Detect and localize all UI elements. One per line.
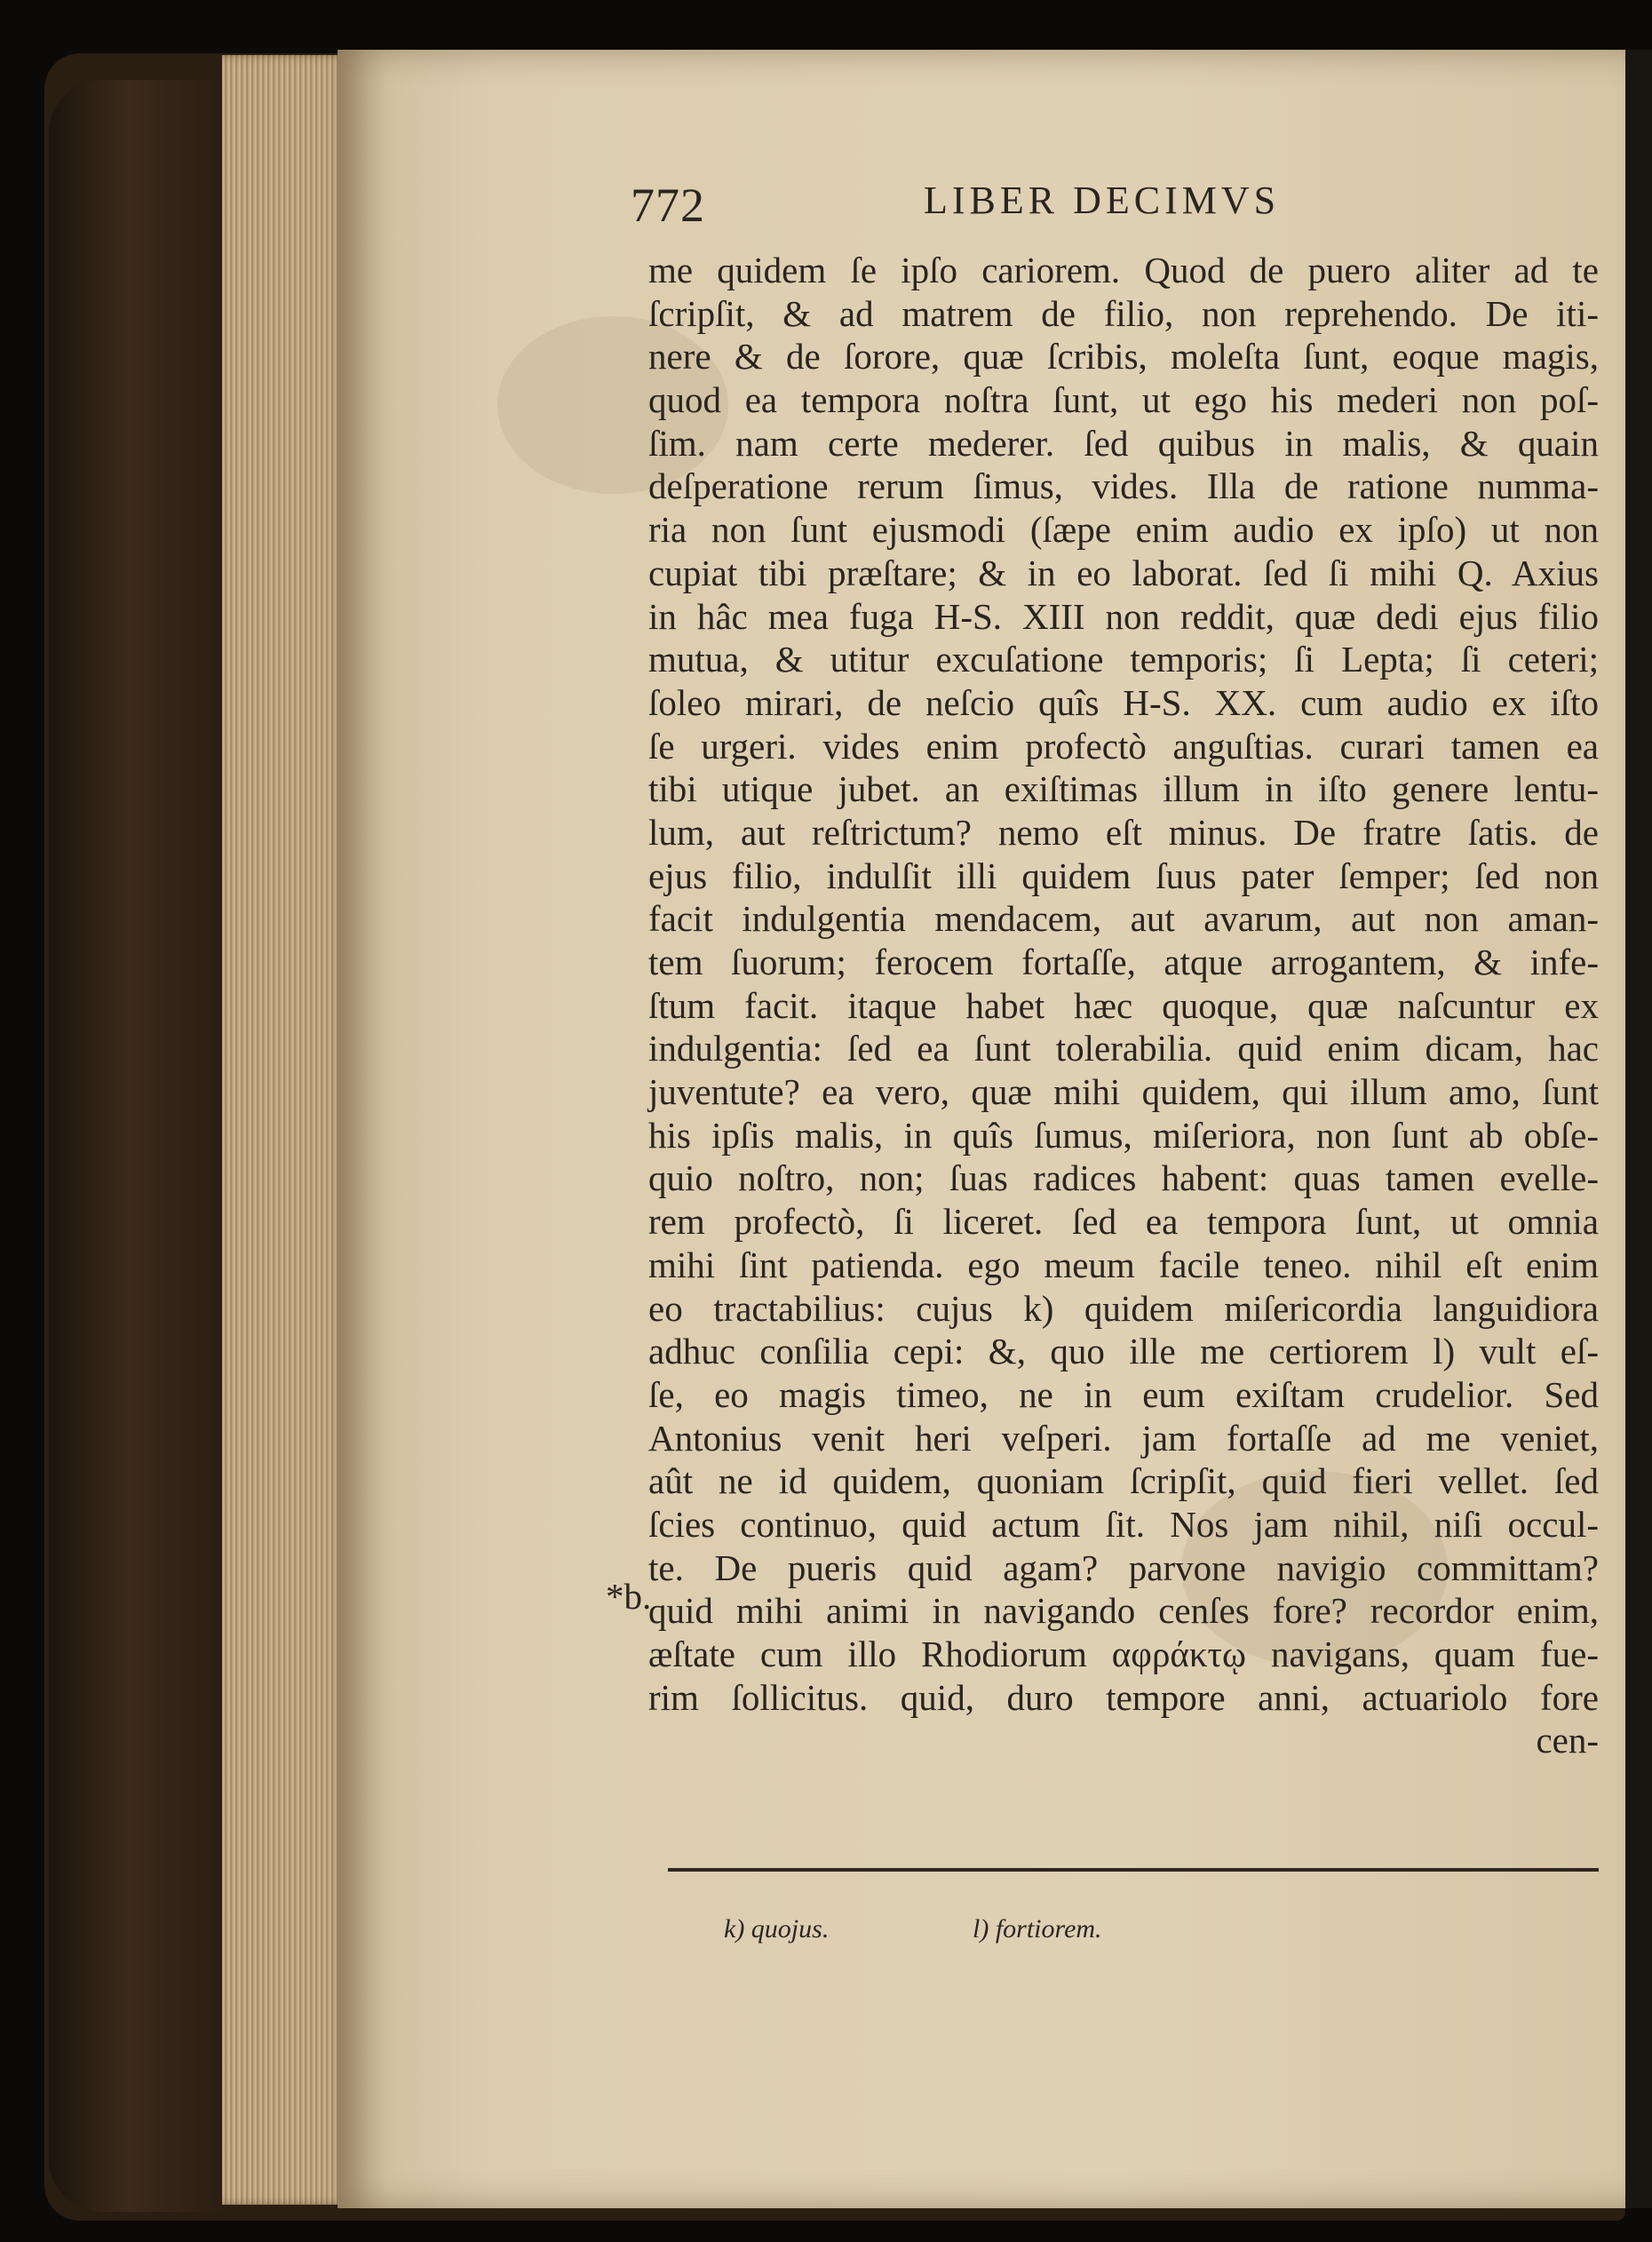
text-line: cen-	[1536, 1720, 1599, 1761]
text-line: ſim. nam certe mederer. ſed quibus in malis, & quain	[648, 422, 1599, 464]
text-line: quod ea tempora noſtra ſunt, ut ego his mederi non poſ-	[648, 379, 1599, 421]
text-line: aût ne id quidem, quoniam ſcripſit, quid fieri vellet. ſed	[648, 1460, 1599, 1502]
text-line: tem ſuorum; ferocem fortaſſe, atque arrogantem, & infe-	[648, 942, 1599, 982]
text-line: cupiat tibi præſtare; & in eo laborat. ſed ſi mihi Q. Axius	[648, 552, 1599, 593]
page-edges	[222, 55, 346, 2205]
text-line: ſe, eo magis timeo, ne in eum exiſtam crudelior. Sed	[648, 1373, 1599, 1415]
text-line: ſcripſit, & ad matrem de filio, non reprehendo. De iti-	[648, 292, 1599, 334]
page-header	[631, 178, 1608, 240]
text-line: nere & de ſorore, quæ ſcribis, moleſta ſunt, eoque magis,	[648, 336, 1599, 378]
text-line: rim ſollicitus. quid, duro tempore anni, actuariolo fore	[648, 1676, 1599, 1718]
running-title: LIBER DECIMVS	[924, 179, 1281, 222]
footnote-k: k) quojus.	[724, 1914, 830, 1944]
text-line: mutua, & utitur excuſatione temporis; ſi Lepta; ſi ceteri;	[648, 639, 1599, 680]
text-line: ſoleo mirari, de neſcio quîs H-S. XX. cum audio ex iſto	[648, 681, 1599, 723]
text-line: quio noſtro, non; ſuas radices habent: quas tamen evelle-	[648, 1157, 1599, 1199]
book-spine	[49, 80, 226, 2212]
text-line: eo tractabilius: cujus k) quidem miſericordia languidiora	[648, 1287, 1599, 1329]
text-line: deſperatione rerum ſimus, vides. Illa de ratione numma-	[648, 465, 1599, 507]
text-line: mihi ſint patienda. ego meum facile teneo. nihil eſt enim	[648, 1244, 1599, 1285]
text-line: Antonius venit heri veſperi. jam fortaſſe ad me veniet,	[648, 1417, 1599, 1459]
page-gutter-shadow	[1625, 50, 1652, 2208]
text-line: te. De pueris quid agam? parvone navigio committam?	[648, 1546, 1599, 1588]
text-line: quid mihi animi in navigando cenſes fore? recordor enim,	[648, 1590, 1599, 1632]
text-line: rem profectò, ſi liceret. ſed ea tempora ſunt, ut omnia	[648, 1201, 1599, 1243]
margin-mark: *b.	[606, 1576, 652, 1617]
footnote-rule	[668, 1868, 1599, 1872]
text-line: indulgentia: ſed ea ſunt tolerabilia. quid enim dicam, hac	[648, 1028, 1599, 1069]
text-line: æſtate cum illo Rhodiorum αφράκτῳ navigans, quam fue-	[648, 1634, 1599, 1674]
body-text	[648, 249, 1599, 1762]
text-line: adhuc conſilia cepi: &, quo ille me certiorem l) vult eſ-	[648, 1331, 1599, 1372]
text-line: his ipſis malis, in quîs ſumus, miſeriora, non ſunt ab obſe-	[648, 1114, 1599, 1156]
text-line: ſe urgeri. vides enim profectò anguſtias. curari tamen ea	[648, 725, 1599, 767]
text-line: facit indulgentia mendacem, aut avarum, aut non aman-	[648, 898, 1599, 940]
page-number: 772	[631, 179, 705, 232]
text-line: ria non ſunt ejusmodi (ſæpe enim audio ex ipſo) ut non	[648, 509, 1599, 551]
text-line: ſtum facit. itaque habet hæc quoque, quæ naſcuntur ex	[648, 984, 1599, 1026]
footnotes	[724, 1914, 1523, 1950]
text-line: me quidem ſe ipſo cariorem. Quod de puero aliter ad te	[648, 250, 1599, 290]
text-line: ſcies continuo, quid actum ſit. Nos jam nihil, niſi occul-	[648, 1503, 1599, 1545]
text-line: tibi utique jubet. an exiſtimas illum in iſto genere lentu-	[648, 768, 1599, 810]
text-line: juventute? ea vero, quæ mihi quidem, qui illum amo, ſunt	[648, 1071, 1599, 1113]
text-line: ejus filio, indulſit illi quidem ſuus pater ſemper; ſed non	[648, 855, 1599, 896]
footnote-l: l) fortiorem.	[973, 1914, 1102, 1944]
text-line: in hâc mea fuga H-S. XIII non reddit, quæ dedi ejus filio	[648, 595, 1599, 637]
text-line: lum, aut reſtrictum? nemo eſt minus. De fratre ſatis. de	[648, 811, 1599, 853]
